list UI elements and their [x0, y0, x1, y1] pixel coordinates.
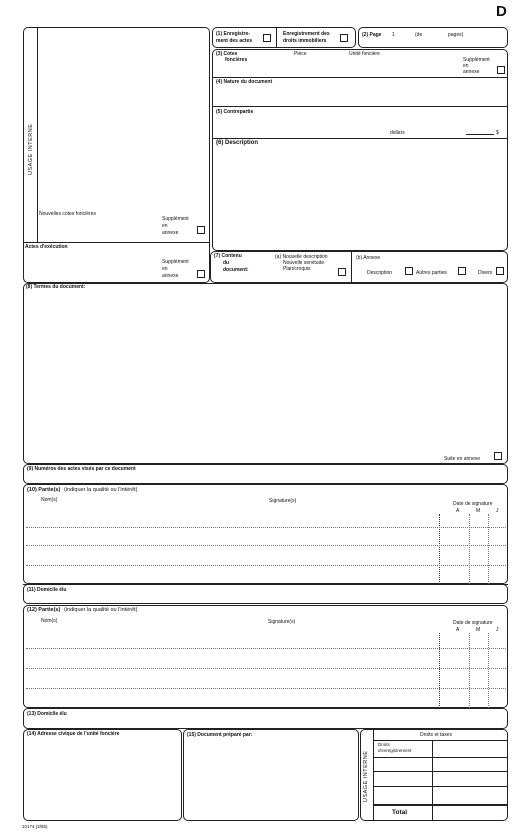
- noms-header: Nom(s): [41, 618, 58, 624]
- date-j: J: [496, 627, 499, 633]
- left-supp-checkbox-2[interactable]: [197, 270, 205, 278]
- sec6-label: (6) Description: [216, 140, 259, 146]
- suite-annexe-checkbox[interactable]: [494, 452, 502, 460]
- fees-title: Droits et taxes: [420, 732, 452, 738]
- box1b-label: Enregistrement des: [283, 31, 330, 37]
- date-sig-header: Date de signature: [453, 620, 493, 626]
- sec10-label: (10) Partie(s): [27, 487, 61, 493]
- fees-total-value[interactable]: [433, 806, 507, 820]
- sec3-label: (3) Cotes: [216, 51, 238, 57]
- fees-row1-label: Droits: [378, 742, 390, 747]
- party-line[interactable]: [26, 688, 506, 689]
- dollars-label: dollars: [390, 130, 405, 136]
- date-m: M: [476, 508, 481, 514]
- sec12-label: (12) Partie(s): [27, 607, 61, 613]
- dollar-sign: $: [496, 130, 499, 136]
- section-15-box: [183, 729, 359, 821]
- sec7-a: Nouvelle servitude: [283, 260, 325, 266]
- usage-interne-label-top: USAGE INTERNE: [28, 123, 34, 175]
- party-line[interactable]: [26, 648, 506, 649]
- box1-label: (1) Enregistre-: [216, 31, 250, 37]
- nouvelles-cotes-label: Nouvelles cotes foncières: [39, 211, 96, 217]
- fees-row1-label: d'enregistrement: [378, 748, 412, 753]
- sec4-label: (4) Nature du document: [216, 79, 273, 85]
- section-11-box: [23, 584, 508, 604]
- sec7-b-label: (b) Annexe: [356, 255, 381, 261]
- corner-letter: D: [496, 3, 507, 20]
- supp-label: en: [162, 266, 168, 272]
- section-13-box: [23, 708, 508, 729]
- sec5-label: (5) Contrepartie: [216, 109, 254, 115]
- fees-total-label: Total: [392, 809, 408, 816]
- supp-label: Supplément: [162, 259, 189, 265]
- sec7-divers: Divers: [478, 270, 493, 276]
- sec10-label-sub: (indiquer la qualité ou l'intérêt): [64, 487, 138, 493]
- supp-label: Supplément: [463, 57, 490, 63]
- sec3-label: foncières: [225, 57, 248, 63]
- usage-interne-label-bottom: USAGE INTERNE: [363, 750, 369, 802]
- page-pages: pages): [448, 32, 464, 38]
- sec15-label: (15) Document préparé par:: [187, 732, 253, 738]
- sec3-piece: Pièce: [294, 51, 307, 57]
- section-12-box: [23, 605, 508, 708]
- sec3-unite: Unité foncière: [349, 51, 380, 57]
- page-label: (2) Page: [362, 32, 382, 38]
- section-10-box: [23, 484, 508, 584]
- supp-label: Supplément: [162, 216, 189, 222]
- party-line[interactable]: [26, 668, 506, 669]
- sec7-label: document:: [223, 267, 249, 273]
- section-14-box: [23, 729, 182, 821]
- sec7-autres: Autres parties: [416, 270, 447, 276]
- date-sig-header: Date de signature: [453, 501, 493, 507]
- signatures-header: Signature(s): [268, 619, 296, 625]
- suite-annexe-label: Suite en annexe: [444, 456, 481, 462]
- sec7-label: du: [223, 260, 230, 266]
- left-supp-checkbox-1[interactable]: [197, 226, 205, 234]
- sec7-a: (a) Nouvelle description: [275, 254, 328, 260]
- sec3-supp-checkbox[interactable]: [497, 66, 505, 74]
- party-line[interactable]: [26, 545, 506, 546]
- supp-label: en: [162, 223, 168, 229]
- supp-label: annexe: [162, 230, 179, 236]
- date-a: A: [456, 508, 460, 514]
- party-line[interactable]: [26, 527, 506, 528]
- supp-label: annexe: [162, 273, 179, 279]
- enregistrement-droits-checkbox[interactable]: [340, 34, 348, 42]
- supp-label: annexe: [463, 69, 480, 75]
- sec7-a: Plan/croquis: [283, 266, 311, 272]
- supp-label: en: [463, 63, 469, 69]
- sec7-a-checkbox[interactable]: [338, 268, 346, 276]
- section-8-box: [23, 283, 508, 464]
- party-line[interactable]: [26, 565, 506, 566]
- form-number: 10174 (2/85): [22, 824, 48, 829]
- sec12-label-sub: (indiquer la qualité ou l'intérêt): [64, 607, 138, 613]
- sec7-divers-checkbox[interactable]: [496, 267, 504, 275]
- sec8-label: (8) Termes du document:: [26, 284, 86, 290]
- date-j: J: [496, 508, 499, 514]
- page-number: 1: [392, 32, 395, 38]
- sec7-autres-checkbox[interactable]: [458, 267, 466, 275]
- enregistrement-actes-checkbox[interactable]: [263, 34, 271, 42]
- sec7-label: (7) Contenu: [214, 253, 242, 259]
- sec9-label: (9) Numéros des actes visés par ce document: [27, 466, 136, 472]
- sec11-label: (11) Domicile élu: [27, 587, 67, 593]
- sec7-description-checkbox[interactable]: [405, 267, 413, 275]
- noms-header: Nom(s): [41, 497, 58, 503]
- date-m: M: [476, 627, 481, 633]
- actes-execution-label: Actes d'exécution: [25, 244, 68, 250]
- signatures-header: Signature(s): [269, 498, 297, 504]
- sec14-label: (14) Adresse civique de l'unité foncière: [27, 731, 120, 737]
- page-de: (de: [415, 32, 423, 38]
- box1b-label: droits immobiliers: [283, 38, 327, 44]
- box1-label: ment des actes: [216, 38, 253, 44]
- sec7-description: Description: [367, 270, 393, 276]
- date-a: A: [456, 627, 460, 633]
- sec13-label: (13) Domicile élu: [27, 711, 67, 717]
